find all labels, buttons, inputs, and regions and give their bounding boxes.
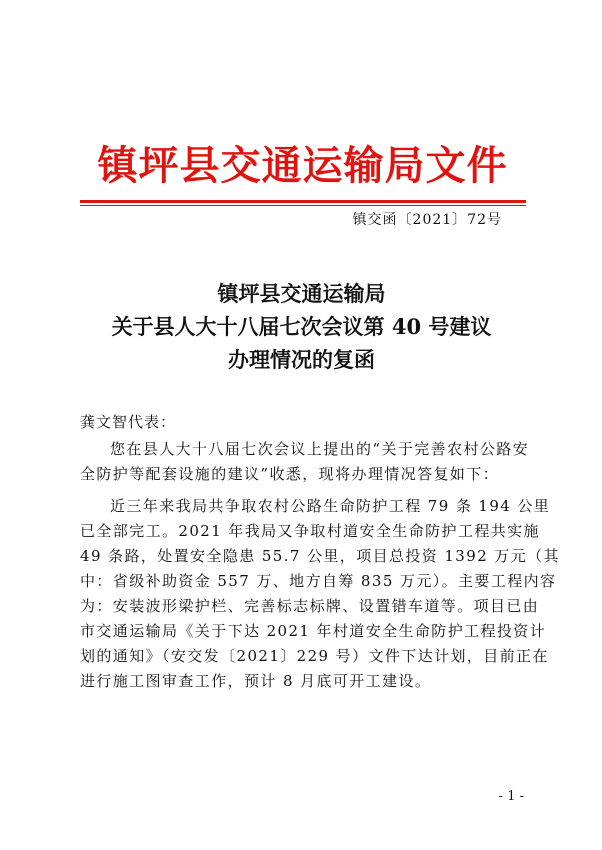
title-line-1: 镇坪县交通运输局	[217, 281, 386, 306]
paragraph-2-line-2: 已全部完工。2021 年我局又争取村道安全生命防护工程共实施	[80, 522, 540, 540]
red-rule-thin	[80, 205, 526, 206]
paragraph-2	[80, 494, 560, 694]
title-line-3: 办理情况的复函	[228, 347, 375, 372]
paragraph-1-line-2: 全防护等配套设施的建议”收悉，现将办理情况答复如下：	[80, 465, 500, 483]
paragraph-1-line-1: 您在县人大十八届七次会议上提出的“关于完善农村公路安	[110, 440, 530, 458]
document-title	[60, 277, 543, 376]
paragraph-2-line-1: 近三年来我局共争取农村公路生命防护工程 79 条 194 公里	[110, 497, 551, 515]
salutation: 龚文智代表：	[80, 413, 177, 431]
red-rule-thick	[80, 200, 526, 203]
paragraph-1	[80, 437, 530, 487]
title-line-2: 关于县人大十八届七次会议第 40 号建议	[111, 314, 492, 339]
document-number: 镇交函〔2021〕72号	[352, 212, 502, 228]
red-header-title: 镇坪县交通运输局文件	[97, 142, 508, 189]
page-number: - 1 -	[498, 789, 524, 804]
paragraph-2-line-6: 市交通运输局《关于下达 2021 年村道安全生命防护工程投资计	[80, 622, 547, 640]
paragraph-2-line-3: 49 条路，处置安全隐患 55.7 公里，项目总投资 1392 万元（其	[80, 547, 560, 565]
paragraph-2-line-8: 进行施工图审查工作，预计 8 月底可开工建设。	[80, 672, 432, 690]
paragraph-2-line-4: 中：省级补助资金 557 万、地方自筹 835 万元）。主要工程内容	[80, 572, 557, 590]
paragraph-2-line-7: 划的通知》（安交发〔2021〕229 号）文件下达计划，目前正在	[80, 647, 549, 665]
paragraph-2-line-5: 为：安装波形梁护栏、完善标志标牌、设置错车道等。项目已由	[80, 597, 540, 615]
